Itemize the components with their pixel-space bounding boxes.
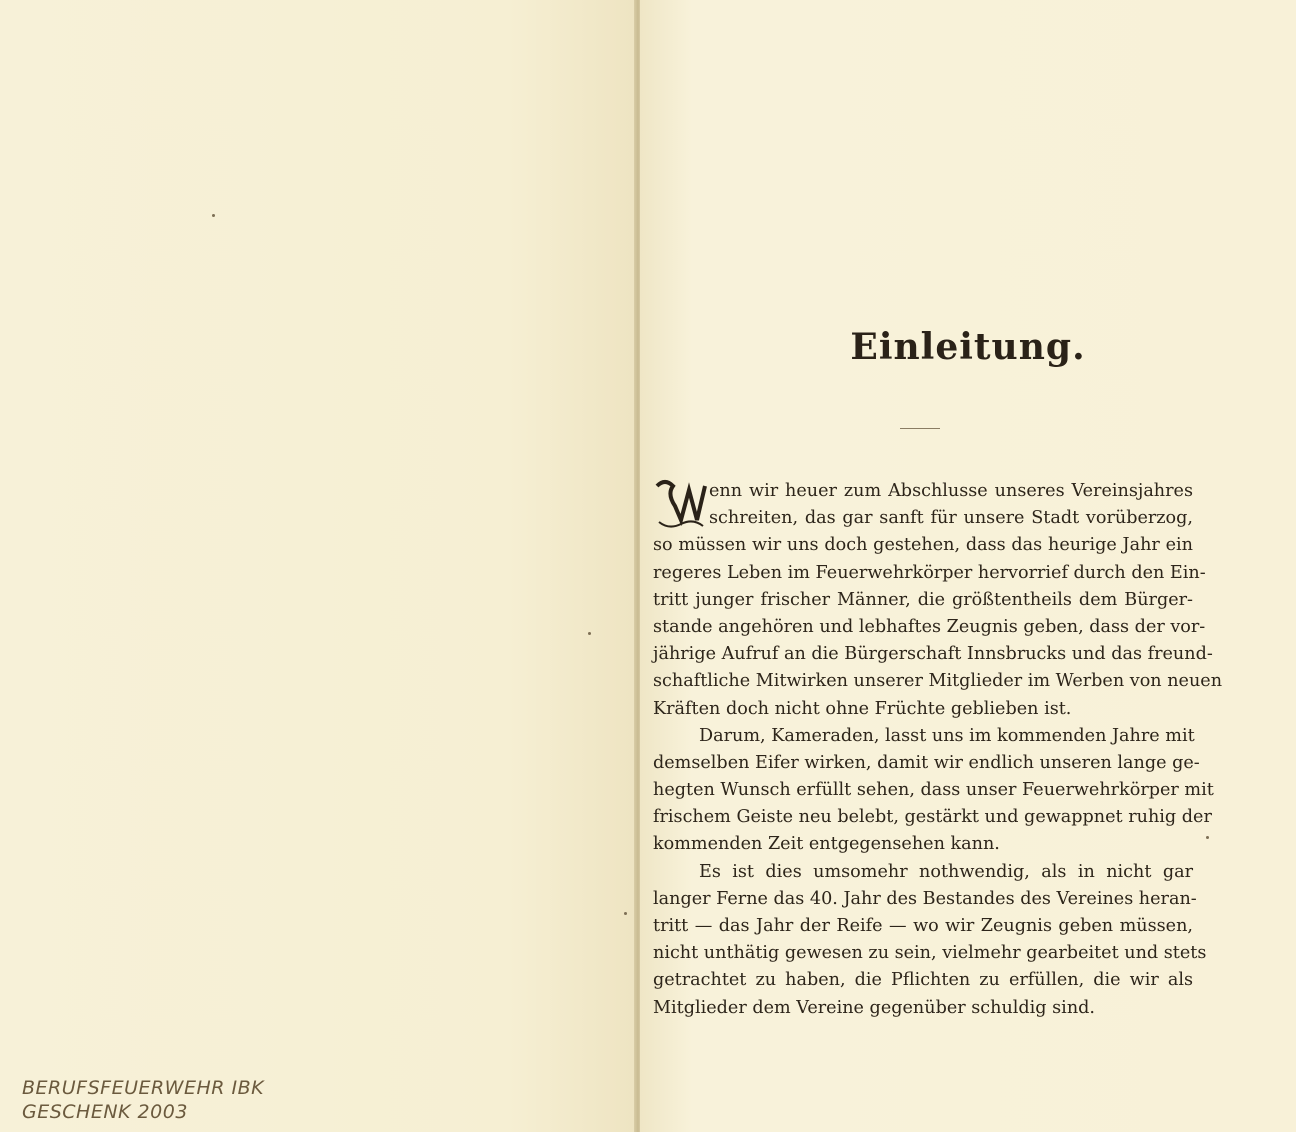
text-line: tritt — das Jahr der Reife — wo wir Zeugnis geben müssen,	[653, 916, 1193, 936]
text-line: enn wir heuer zum Abschlusse unseres Vereinsjahres	[709, 481, 1193, 501]
left-page	[0, 0, 636, 1132]
paper-speck	[212, 214, 215, 217]
text-line: Es ist dies umsomehr nothwendig, als in nicht gar	[699, 861, 1193, 882]
text-line: langer Ferne das 40. Jahr des Bestandes des Vereines heran-	[653, 888, 1197, 909]
annotation-line: BERUFSFEUERWEHR IBK	[22, 1077, 265, 1099]
chapter-heading: Einleitung.	[850, 326, 1086, 368]
paper-speck	[588, 632, 591, 635]
annotation-line: GESCHENK 2003	[22, 1101, 188, 1123]
text-line: stande angehören und lebhaftes Zeugnis geben, dass der vor-	[653, 616, 1206, 637]
paper-speck	[1206, 836, 1209, 839]
text-line: kommenden Zeit entgegensehen kann.	[653, 834, 1000, 855]
heading-rule	[900, 428, 940, 429]
text-line: hegten Wunsch erfüllt sehen, dass unser Feuerwehrkörper mit	[653, 780, 1214, 801]
text-line: tritt junger frischer Männer, die größtentheils dem Bürger-	[653, 589, 1193, 610]
handwritten-annotation	[22, 1076, 264, 1124]
text-line: Darum, Kameraden, lasst uns im kommenden Jahre mit	[699, 725, 1195, 746]
text-line: schaftliche Mitwirken unserer Mitglieder im Werben von neuen	[653, 671, 1223, 692]
text-line: regeres Leben im Feuerwehrkörper hervorrief durch den Ein-	[653, 562, 1206, 583]
paper-speck	[624, 912, 627, 915]
text-line: Kräften doch nicht ohne Früchte geblieben ist.	[653, 698, 1072, 719]
text-line: demselben Eifer wirken, damit wir endlich unseren lange ge-	[653, 752, 1200, 773]
text-line: jährige Aufruf an die Bürgerschaft Innsbrucks und das freund-	[653, 644, 1213, 665]
text-line: nicht unthätig gewesen zu sein, vielmehr gearbeitet und stets	[653, 943, 1207, 964]
text-line: frischem Geiste neu belebt, gestärkt und gewappnet ruhig der	[653, 807, 1212, 828]
text-line: so müssen wir uns doch gestehen, dass das heurige Jahr ein	[653, 535, 1193, 556]
text-line: schreiten, das gar sanft für unsere Stadt vorüberzog,	[709, 508, 1193, 529]
text-line: Mitglieder dem Vereine gegenüber schuldig sind.	[653, 997, 1095, 1018]
text-line: getrachtet zu haben, die Pflichten zu erfüllen, die wir als	[653, 970, 1193, 991]
body-text	[653, 478, 1223, 1022]
